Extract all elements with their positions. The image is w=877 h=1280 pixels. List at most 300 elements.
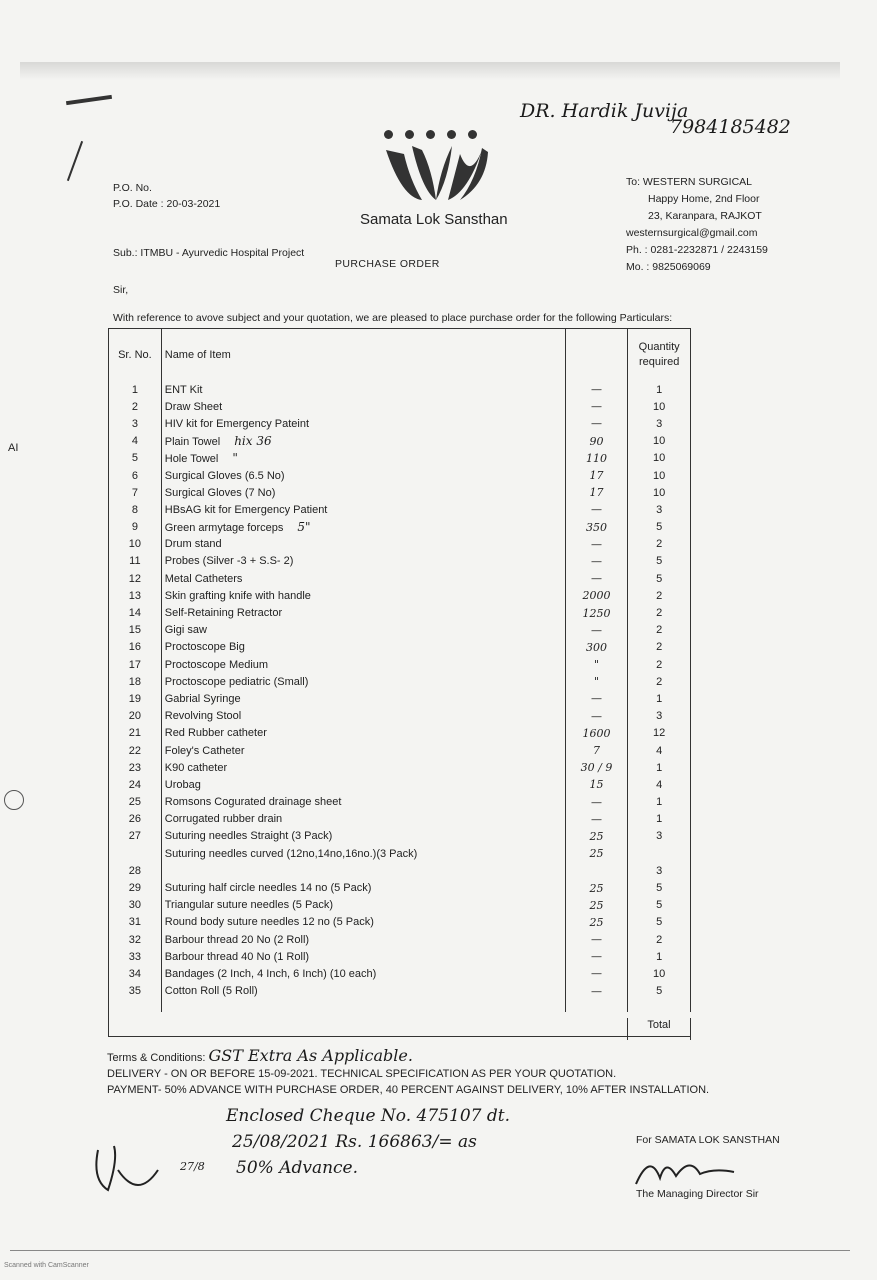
row-name [161, 725, 565, 742]
row-qty [628, 433, 691, 450]
table-row [109, 415, 691, 432]
row-price [565, 622, 628, 639]
row-name-text: Gigi saw [164, 624, 207, 637]
row-price-text: 350 [586, 520, 608, 534]
row-qty-text: 1 [656, 692, 663, 705]
row-price-text: — [591, 967, 603, 981]
row-qty [628, 759, 691, 776]
row-name-text: Foley's Catheter [164, 744, 245, 757]
row-name [161, 415, 565, 432]
vendor-address [626, 174, 768, 276]
row-name-text: Triangular suture needles (5 Pack) [164, 899, 334, 912]
row-sr-text: 29 [128, 882, 141, 895]
scan-top-edge [20, 62, 840, 80]
row-name-text: Cotton Roll (5 Roll) [164, 985, 258, 998]
row-name-text: Draw Sheet [164, 400, 223, 413]
row-handwritten-note: 5" [297, 520, 311, 535]
row-name [161, 450, 565, 467]
table-row [109, 708, 691, 725]
terms-handwritten: GST Extra As Applicable. [208, 1046, 413, 1065]
pen-stroke [67, 141, 83, 181]
row-sr [109, 433, 161, 450]
row-name [161, 828, 565, 845]
row-name [161, 536, 565, 553]
row-sr [109, 553, 161, 570]
row-name [161, 622, 565, 639]
row-name-text: Barbour thread 40 No (1 Roll) [164, 950, 310, 963]
director-signature [630, 1148, 740, 1192]
row-price-text: 1600 [582, 726, 611, 740]
row-price-text: 15 [589, 778, 604, 792]
row-price-text: — [591, 950, 603, 964]
row-name-text: HIV kit for Emergency Pateint [164, 417, 310, 430]
row-price [565, 415, 628, 432]
row-price [565, 948, 628, 965]
row-name [161, 673, 565, 690]
row-sr [109, 519, 161, 536]
row-price [565, 450, 628, 467]
row-qty [628, 656, 691, 673]
row-price-text: — [591, 537, 603, 551]
row-sr [109, 879, 161, 896]
row-qty-text: 1 [656, 796, 663, 809]
row-price [565, 879, 628, 896]
row-price-text: 25 [589, 898, 604, 912]
table-row [109, 879, 691, 896]
row-sr [109, 897, 161, 914]
row-name-text: Surgical Gloves (6.5 No) [164, 469, 285, 482]
row-name [161, 948, 565, 965]
handwritten-date: 27/8 [180, 1160, 205, 1173]
handwritten-cheque-line3: 50% Advance. [236, 1158, 359, 1178]
salutation: Sir, [113, 284, 129, 296]
row-sr-text: 24 [128, 778, 141, 791]
row-sr-text: 22 [128, 744, 141, 757]
row-qty [628, 450, 691, 467]
row-qty [628, 570, 691, 587]
signoff-title: The Managing Director Sir [636, 1188, 759, 1200]
row-sr [109, 811, 161, 828]
row-name [161, 897, 565, 914]
row-name-text: Surgical Gloves (7 No) [164, 486, 276, 499]
row-price-text: 30 / 9 [580, 761, 613, 775]
row-sr [109, 931, 161, 948]
po-date: P.O. Date : 20-03-2021 [113, 198, 221, 210]
handwritten-cheque-line1: Enclosed Cheque No. 475107 dt. [226, 1106, 510, 1126]
row-price [565, 811, 628, 828]
row-name [161, 433, 565, 450]
handwritten-cheque-line2: 25/08/2021 Rs. 166863/= as [232, 1132, 477, 1152]
table-row [109, 845, 691, 862]
row-qty [628, 862, 691, 879]
row-price-text: 300 [586, 640, 608, 654]
row-sr [109, 914, 161, 931]
row-price [565, 983, 628, 1000]
row-qty [628, 776, 691, 793]
row-qty-text: 5 [656, 899, 663, 912]
table-row [109, 828, 691, 845]
row-name [161, 587, 565, 604]
row-name [161, 879, 565, 896]
row-qty-text: 10 [653, 469, 666, 482]
table-row [109, 398, 691, 415]
table-footer [109, 1012, 691, 1036]
terms-delivery: DELIVERY - ON OR BEFORE 15-09-2021. TECHNICAL SPECIFICATION AS PER YOUR QUOTATION. [107, 1068, 617, 1080]
row-qty-text: 3 [656, 864, 663, 877]
vendor-address-line: Happy Home, 2nd Floor [648, 193, 760, 205]
row-price-text: 90 [589, 434, 604, 448]
row-name [161, 914, 565, 931]
row-qty [628, 622, 691, 639]
row-qty-text: 10 [653, 452, 666, 465]
row-name [161, 484, 565, 501]
row-price-text: 2000 [582, 589, 611, 603]
row-qty-text: 5 [656, 555, 663, 568]
doc-title: PURCHASE ORDER [335, 258, 440, 270]
row-price-text: — [591, 984, 603, 998]
row-sr-text: 18 [128, 675, 141, 688]
row-qty [628, 604, 691, 621]
row-price-text: 25 [589, 881, 604, 895]
row-qty-text: 10 [653, 400, 666, 413]
row-sr-text: 15 [128, 624, 141, 637]
row-qty [628, 415, 691, 432]
row-sr-text: 34 [128, 967, 141, 980]
row-sr [109, 450, 161, 467]
row-sr-text: 33 [128, 950, 141, 963]
row-sr-text: 19 [128, 692, 141, 705]
row-qty [628, 484, 691, 501]
row-name [161, 862, 565, 879]
row-sr [109, 725, 161, 742]
row-qty-text: 2 [656, 607, 663, 620]
row-qty-text: 3 [656, 830, 663, 843]
row-sr [109, 656, 161, 673]
row-sr-text: 7 [131, 486, 138, 499]
table-row [109, 587, 691, 604]
row-qty-text: 5 [656, 572, 663, 585]
row-sr [109, 690, 161, 707]
row-price-text: — [591, 623, 603, 637]
row-price [565, 536, 628, 553]
row-price [565, 742, 628, 759]
col-price-header [565, 329, 628, 381]
row-name [161, 639, 565, 656]
row-price-text: — [591, 812, 603, 826]
row-qty [628, 536, 691, 553]
row-name-text: Suturing needles curved (12no,14no,16no.)(3 Pack) [164, 847, 418, 860]
row-price-text: — [591, 400, 603, 414]
row-price-text: — [591, 417, 603, 431]
row-sr [109, 536, 161, 553]
row-qty [628, 948, 691, 965]
row-qty-text: 3 [656, 417, 663, 430]
row-name [161, 811, 565, 828]
row-sr [109, 381, 161, 398]
row-sr-text: 13 [128, 589, 141, 602]
row-sr-text: 26 [128, 813, 141, 826]
row-sr-text: 3 [131, 417, 138, 430]
row-qty-text: 4 [656, 778, 663, 791]
row-qty [628, 742, 691, 759]
row-qty-text: 2 [656, 589, 663, 602]
vendor-email: westernsurgical@gmail.com [626, 227, 758, 239]
row-qty [628, 690, 691, 707]
punch-hole [4, 790, 24, 810]
table-row [109, 673, 691, 690]
row-qty [628, 553, 691, 570]
row-sr [109, 742, 161, 759]
row-sr [109, 570, 161, 587]
row-sr-text: 35 [128, 985, 141, 998]
row-qty [628, 398, 691, 415]
row-name [161, 965, 565, 982]
row-price [565, 965, 628, 982]
row-sr [109, 673, 161, 690]
row-name [161, 983, 565, 1000]
terms-block [107, 1048, 807, 1098]
row-name [161, 467, 565, 484]
row-price [565, 604, 628, 621]
row-name [161, 776, 565, 793]
row-qty-text: 5 [656, 521, 663, 534]
table-row [109, 948, 691, 965]
row-name-text: Drum stand [164, 538, 222, 551]
col-sr-header: Sr. No. [118, 349, 152, 361]
row-handwritten-note: hix 36 [234, 434, 272, 449]
row-price-text: 7 [593, 744, 601, 758]
row-sr-text: 1 [131, 383, 138, 396]
table-row [109, 862, 691, 879]
table-row [109, 965, 691, 982]
row-price-text: — [591, 709, 603, 723]
scanner-watermark: Scanned with CamScanner [4, 1262, 89, 1269]
row-sr [109, 415, 161, 432]
table-row [109, 604, 691, 621]
row-sr-text: 14 [128, 607, 141, 620]
row-name-text: Proctoscope Medium [164, 658, 269, 671]
row-name [161, 501, 565, 518]
row-sr [109, 604, 161, 621]
row-price [565, 725, 628, 742]
row-price [565, 433, 628, 450]
row-name-text: K90 catheter [164, 761, 228, 774]
table-row [109, 776, 691, 793]
intro-text: With reference to avove subject and your quotation, we are pleased to place purchase order for the following Particulars: [113, 312, 673, 324]
row-handwritten-note: " [232, 451, 238, 466]
row-qty [628, 501, 691, 518]
row-price-text: 25 [589, 829, 604, 843]
org-logo [382, 140, 492, 204]
row-price [565, 467, 628, 484]
row-sr-text: 20 [128, 710, 141, 723]
row-sr-text: 23 [128, 761, 141, 774]
row-name-text: Red Rubber catheter [164, 727, 267, 740]
row-sr-text: 25 [128, 796, 141, 809]
vendor-city: 23, Karanpara, RAJKOT [648, 210, 762, 222]
row-qty [628, 897, 691, 914]
row-qty [628, 828, 691, 845]
row-price [565, 897, 628, 914]
row-name-text: Self-Retaining Retractor [164, 607, 283, 620]
row-price [565, 828, 628, 845]
row-qty-text: 10 [653, 967, 666, 980]
row-name [161, 398, 565, 415]
row-name [161, 931, 565, 948]
row-sr-text: 2 [131, 400, 138, 413]
row-sr-text: 12 [128, 572, 141, 585]
table-row [109, 690, 691, 707]
table-row [109, 536, 691, 553]
pen-mark [66, 95, 112, 105]
table-row [109, 811, 691, 828]
table-spacer [109, 1000, 691, 1012]
row-price-text: " [594, 675, 600, 689]
row-sr-text: 27 [128, 830, 141, 843]
row-sr [109, 639, 161, 656]
handwritten-doctor-name: DR. Hardik Juvija [520, 100, 689, 122]
row-name-text: Romsons Cogurated drainage sheet [164, 796, 342, 809]
table-row [109, 450, 691, 467]
row-name-text: ENT Kit [164, 383, 203, 396]
row-qty-text: 3 [656, 503, 663, 516]
row-sr [109, 587, 161, 604]
row-qty [628, 519, 691, 536]
table-row [109, 742, 691, 759]
row-sr-text: 11 [129, 555, 141, 568]
row-name-text: Bandages (2 Inch, 4 Inch, 6 Inch) (10 each) [164, 967, 377, 980]
row-qty [628, 811, 691, 828]
row-qty [628, 983, 691, 1000]
row-name [161, 570, 565, 587]
row-qty-text: 5 [656, 882, 663, 895]
row-qty [628, 708, 691, 725]
row-sr [109, 501, 161, 518]
row-price [565, 673, 628, 690]
row-qty-text: 2 [656, 624, 663, 637]
table-row [109, 501, 691, 518]
initials-signature [88, 1140, 168, 1210]
row-price-text: " [594, 658, 600, 672]
row-name-text: Barbour thread 20 No (2 Roll) [164, 933, 310, 946]
row-price-text: 17 [589, 469, 604, 483]
row-price [565, 570, 628, 587]
row-sr-text: 21 [128, 727, 141, 740]
row-price [565, 690, 628, 707]
row-price [565, 914, 628, 931]
row-name [161, 604, 565, 621]
row-sr [109, 759, 161, 776]
row-price [565, 862, 628, 879]
row-sr-text: 10 [128, 538, 141, 551]
row-qty [628, 794, 691, 811]
row-name-text: Proctoscope pediatric (Small) [164, 675, 309, 688]
row-name [161, 690, 565, 707]
row-price [565, 931, 628, 948]
row-qty-text: 1 [656, 761, 663, 774]
row-name-text: Round body suture needles 12 no (5 Pack) [164, 916, 374, 929]
row-name-text: Skin grafting knife with handle [164, 589, 311, 602]
row-qty [628, 381, 691, 398]
row-price-text: — [591, 933, 603, 947]
margin-note: AI [8, 442, 19, 454]
row-sr-text: 32 [128, 933, 141, 946]
bottom-edge [10, 1250, 850, 1251]
row-sr-text: 6 [131, 469, 138, 482]
row-name-text: Metal Catheters [164, 572, 243, 585]
row-name-text: HBsAG kit for Emergency Patient [164, 503, 328, 516]
row-qty [628, 845, 691, 862]
row-sr-text: 8 [131, 503, 138, 516]
row-name [161, 794, 565, 811]
col-qty-header: Quantity required [628, 329, 691, 381]
org-name: Samata Lok Sansthan [360, 211, 508, 228]
row-qty-text: 1 [656, 950, 663, 963]
row-qty-text: 3 [656, 710, 663, 723]
row-sr [109, 467, 161, 484]
row-price [565, 398, 628, 415]
row-price [565, 759, 628, 776]
row-name-text: Corrugated rubber drain [164, 813, 283, 826]
row-qty-text: 12 [653, 727, 666, 740]
row-price [565, 484, 628, 501]
row-qty-text: 4 [656, 744, 663, 757]
row-name-text: Hole Towel [164, 453, 219, 466]
row-name [161, 381, 565, 398]
table-row [109, 725, 691, 742]
row-name-text: Proctoscope Big [164, 641, 245, 654]
row-sr [109, 398, 161, 415]
row-name [161, 742, 565, 759]
row-name [161, 553, 565, 570]
table-row [109, 553, 691, 570]
table-row [109, 570, 691, 587]
signoff-for: For SAMATA LOK SANSTHAN [636, 1134, 780, 1146]
table-row [109, 433, 691, 450]
row-name [161, 708, 565, 725]
row-price [565, 794, 628, 811]
vendor-name: To: WESTERN SURGICAL [626, 176, 753, 188]
row-qty-text: 10 [653, 486, 666, 499]
row-qty [628, 965, 691, 982]
row-qty-text: 1 [656, 813, 663, 826]
row-price-text: 1250 [582, 606, 611, 620]
row-price [565, 501, 628, 518]
row-sr-text: 28 [128, 864, 141, 877]
row-price [565, 639, 628, 656]
table-header [109, 329, 691, 381]
row-sr-text: 4 [131, 435, 138, 448]
row-price [565, 381, 628, 398]
row-name-text: Gabrial Syringe [164, 692, 241, 705]
row-qty-text: 2 [656, 538, 663, 551]
row-name [161, 759, 565, 776]
col-name-header: Name of Item [161, 329, 565, 381]
row-sr [109, 776, 161, 793]
table-row [109, 519, 691, 536]
row-qty-text: 2 [656, 675, 663, 688]
row-sr [109, 828, 161, 845]
row-qty-text: 2 [656, 658, 663, 671]
row-name-text: Plain Towel [164, 436, 221, 449]
row-name-text: Revolving Stool [164, 710, 242, 723]
handwritten-phone: 7984185482 [670, 116, 791, 138]
table-row [109, 484, 691, 501]
row-name-text: Suturing needles Straight (3 Pack) [164, 830, 333, 843]
row-price [565, 519, 628, 536]
row-qty [628, 931, 691, 948]
table-row [109, 759, 691, 776]
